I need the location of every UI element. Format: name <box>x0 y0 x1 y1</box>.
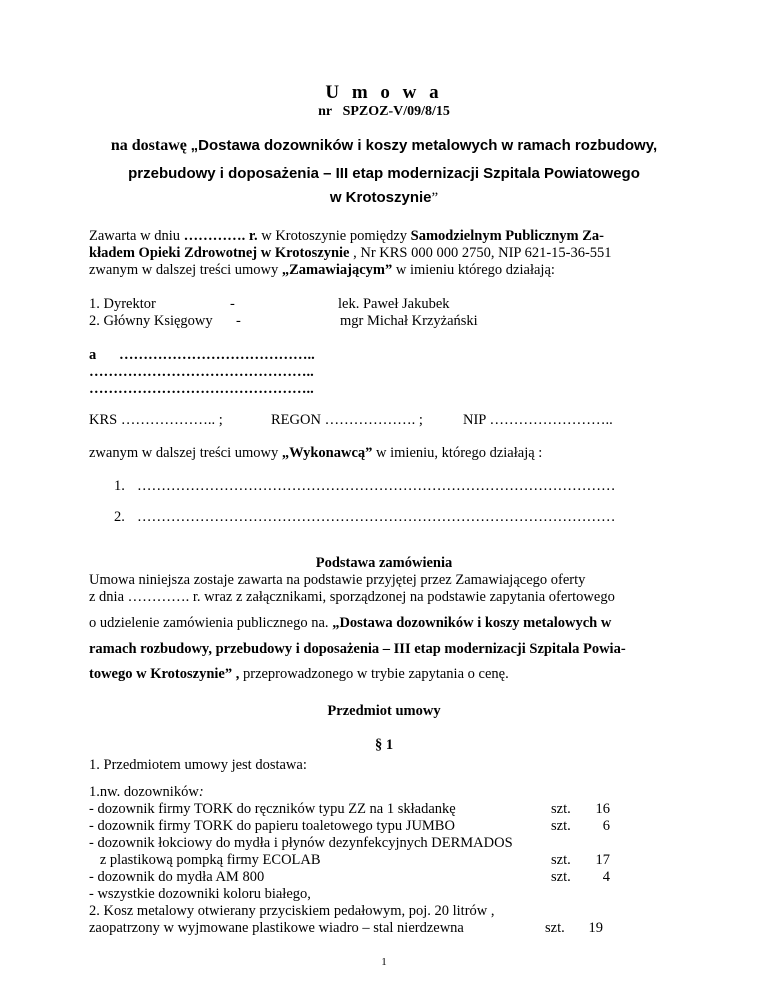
subject-heading: Przedmiot umowy <box>327 703 441 719</box>
item-qty: 16 <box>595 801 610 817</box>
item-qty: 6 <box>602 818 610 834</box>
signatory-sep-1: - <box>230 296 235 312</box>
contractor-a-label: a <box>89 347 97 363</box>
item-unit: szt. <box>545 920 565 936</box>
subject-prefix: na dostawę <box>110 137 187 154</box>
list-item: - wszystkie dozowniki koloru białego, <box>89 886 311 902</box>
intro-line-2: kładem Opieki Zdrowotnej w Krotoszynie , Nr KRS 000 000 2750, NIP 621-15-36-551 <box>89 245 612 261</box>
list-item: zaopatrzony w wyjmowane plastikowe wiadro – stal nierdzewna <box>89 920 464 936</box>
subject-line-1 <box>0 137 768 155</box>
rep-1-number: 1. <box>114 478 125 494</box>
subject-quote: ” <box>431 190 439 206</box>
item-unit: szt. <box>551 852 571 868</box>
contractor-name-dots: ………………………………….. <box>119 347 315 363</box>
basis-line-2: z dnia …………. r. wraz z załącznikami, sporządzonej na podstawie zapytania ofertowego <box>89 589 615 605</box>
rep-2-number: 2. <box>114 509 125 525</box>
signatory-role-2: 2. Główny Księgowy <box>89 313 213 329</box>
item-unit: szt. <box>551 818 571 834</box>
signatory-sep-2: - <box>236 313 241 329</box>
contractor-address-dots-2: ……………………………………….. <box>89 381 314 397</box>
basis-line-3: o udzielenie zamówienia publicznego na. „Dostawa dozowników i koszy metalowych w <box>89 615 612 631</box>
document-title: U m o w a <box>325 82 443 103</box>
subject-line-2: przebudowy i doposażenia – III etap modernizacji Szpitala Powiatowego <box>128 165 640 182</box>
list-item: 2. Kosz metalowy otwierany przyciskiem pedałowym, poj. 20 litrów , <box>89 903 495 919</box>
intro-line-1: Zawarta w dniu …………. r. w Krotoszynie pomiędzy Samodzielnym Publicznym Za- <box>89 228 604 244</box>
subject-line-3 <box>0 189 768 207</box>
basis-heading: Podstawa zamówienia <box>315 555 453 571</box>
subject-point-1: 1. Przedmiotem umowy jest dostawa: <box>89 757 307 773</box>
contract-number <box>0 104 768 120</box>
basis-line-5: towego w Krotoszynie” , przeprowadzonego w trybie zapytania o cenę. <box>89 666 509 682</box>
contract-number-value: SPZOZ-V/09/8/15 <box>342 104 450 119</box>
subject-title-3: w Krotoszynie <box>329 189 432 206</box>
contractor-intro: zwanym w dalszej treści umowy „Wykonawcą” w imieniu, którego działają : <box>89 445 543 461</box>
contractor-nip: NIP …………………….. <box>463 412 613 428</box>
list-item: - dozownik firmy TORK do ręczników typu ZZ na 1 składankę <box>89 801 456 817</box>
intro-line-3: zwanym w dalszej treści umowy „Zamawiającym” w imieniu którego działają: <box>89 262 555 278</box>
subject-title-1: „Dostawa dozowników i koszy metalowych w ramach rozbudowy, <box>190 137 658 154</box>
item-unit: szt. <box>551 869 571 885</box>
page-number: 1 <box>381 956 387 968</box>
item-qty: 4 <box>602 869 610 885</box>
item-qty: 17 <box>595 852 610 868</box>
list-item: z plastikową pompką firmy ECOLAB <box>89 852 321 868</box>
signatory-role-1: 1. Dyrektor <box>89 296 156 312</box>
list-item: - dozownik firmy TORK do papieru toaletowego typu JUMBO <box>89 818 455 834</box>
rep-1-dots: ……………………………………………………………………………………… <box>137 478 616 494</box>
list-item: - dozownik łokciowy do mydła i płynów dezynfekcyjnych DERMADOS <box>89 835 513 851</box>
list-item: - dozownik do mydła AM 800 <box>89 869 265 885</box>
contractor-regon: REGON ………………. ; <box>271 412 423 428</box>
signatory-name-2: mgr Michał Krzyżański <box>340 313 478 329</box>
paragraph-mark: § 1 <box>374 737 394 753</box>
list-heading: 1.nw. dozowników: <box>89 784 204 800</box>
contract-number-label: nr <box>318 104 333 119</box>
basis-line-1: Umowa niniejsza zostaje zawarta na podstawie przyjętej przez Zamawiającego oferty <box>89 572 586 588</box>
rep-2-dots: ……………………………………………………………………………………… <box>137 509 616 525</box>
signatory-name-1: lek. Paweł Jakubek <box>338 296 450 312</box>
contractor-address-dots-1: ……………………………………….. <box>89 364 314 380</box>
item-qty: 19 <box>588 920 603 936</box>
item-unit: szt. <box>551 801 571 817</box>
basis-line-4: ramach rozbudowy, przebudowy i doposażenia – III etap modernizacji Szpitala Powia- <box>89 641 626 657</box>
contractor-krs: KRS ……………….. ; <box>89 412 223 428</box>
